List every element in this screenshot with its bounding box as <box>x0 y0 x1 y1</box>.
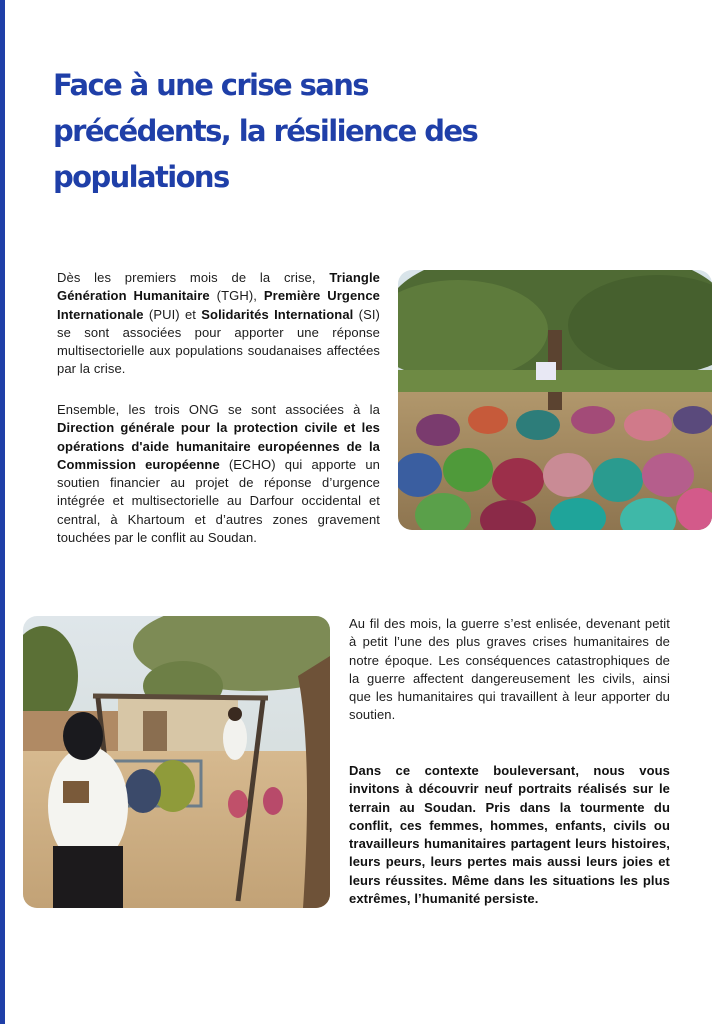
org-si: Solidarités International <box>201 306 354 322</box>
org-pui: Première Urgence Internationale <box>57 288 380 322</box>
war-paragraph: Au fil des mois, la guerre s’est enlisée, devenant petit à petit l’une des plus graves crises humanitaires de notre époque. Les conséquences catastrophiques de la guerre affectent dangereusement les civils, ainsi que les humanitaires qui travaillent à leur apporter du soutien. <box>349 616 670 723</box>
children-swing-photo <box>23 616 330 908</box>
echo-name: Direction générale pour la protection civile et les opérations d'aide humanitaire européennes de la Commission européenne <box>57 420 380 472</box>
left-accent-bar <box>0 0 5 1024</box>
page-title: Face à une crise sans précédents, la résilience des populations <box>53 68 478 194</box>
intro-paragraph: Dès les premiers mois de la crise, Triangle Génération Humanitaire (TGH), Première Urgence Internationale (PUI) et Solidarités International (SI) se sont associées pour apporter une réponse multisectorielle aux populations soudanaises affectées par la crise. <box>57 270 380 377</box>
portraits-paragraph: Dans ce contexte bouleversant, nous vous invitons à découvrir neuf portraits réalisés sur le terrain au Soudan. Pris dans la tourmente du conflit, ces femmes, hommes, enfants, civils ou travailleurs humanitaires partagent leurs histoires, leurs peurs, leurs pertes mais aussi leurs joies et leurs réussites. Même dans les situations les plus extrêmes, l’humanité persiste. <box>349 763 670 907</box>
echo-paragraph: Ensemble, les trois ONG se sont associées à la Direction générale pour la protection civile et les opérations d'aide humanitaire européennes de la Commission européenne (ECHO) qui apporte un soutien financier au projet de réponse d’urgence intégrée et multisectorielle au Darfour occidental et central, à Khartoum et d’autres zones gravement touchées par le conflit au Soudan. <box>57 402 380 546</box>
org-tgh: Triangle Génération Humanitaire <box>57 270 380 304</box>
community-gathering-photo <box>398 270 712 530</box>
